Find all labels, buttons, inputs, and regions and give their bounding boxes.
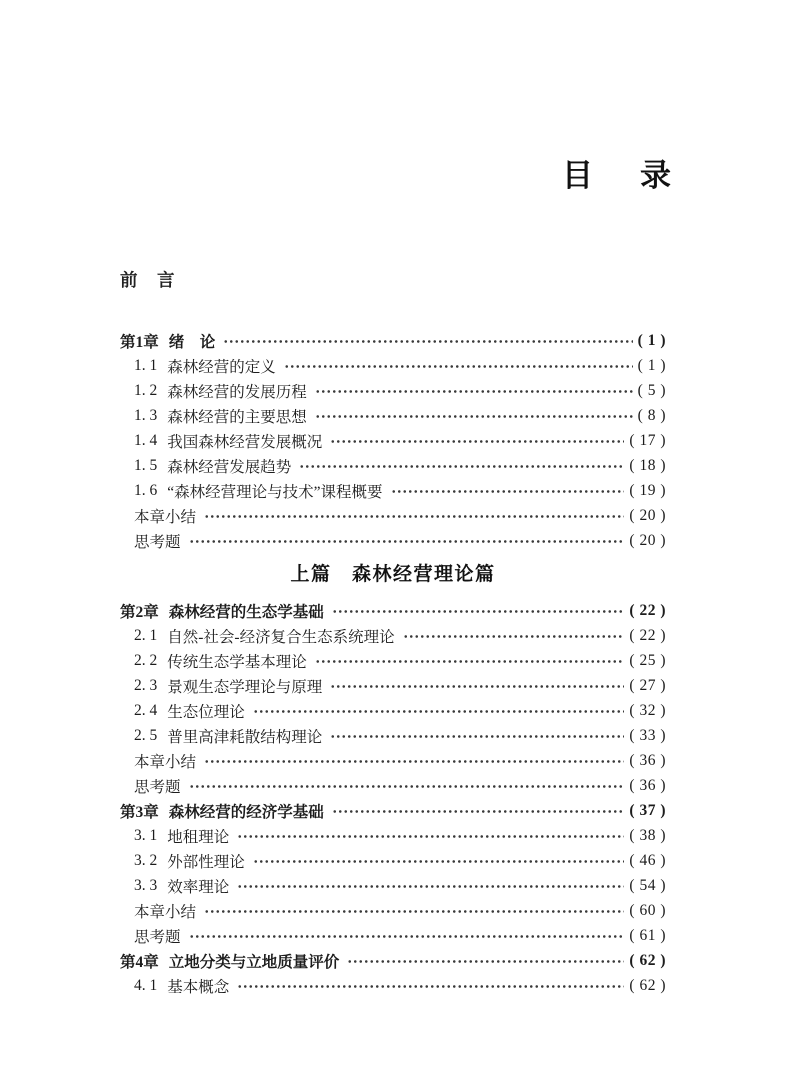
entry-title: 森林经营的发展历程	[167, 383, 307, 401]
entry-title: 地租理论	[167, 828, 230, 846]
dot-leader	[330, 729, 624, 744]
toc-row-section	[120, 848, 666, 873]
entry-title: 效率理论	[167, 878, 230, 896]
entry-page: ( 17 )	[629, 431, 666, 449]
entry-page: ( 60 )	[629, 901, 666, 919]
dot-leader	[237, 829, 624, 844]
dot-leader	[347, 954, 624, 969]
part-heading: 上篇 森林经营理论篇	[290, 564, 496, 585]
toc-row-section	[120, 403, 666, 428]
toc-row-chapter	[120, 328, 666, 353]
entry-number: 1. 1	[134, 356, 158, 374]
dot-leader	[237, 879, 624, 894]
toc-content	[120, 268, 666, 998]
entry-number: 1. 5	[134, 456, 158, 474]
dot-leader	[189, 779, 625, 794]
dot-leader	[204, 904, 624, 919]
entry-page: ( 19 )	[629, 481, 666, 499]
entry-page: ( 38 )	[629, 826, 666, 844]
toc-row-plain	[120, 898, 666, 923]
entry-title: 传统生态学基本理论	[167, 653, 307, 671]
entry-title: 自然-社会-经济复合生态系统理论	[167, 628, 395, 646]
dot-leader	[332, 804, 625, 819]
entry-page: ( 36 )	[629, 776, 666, 794]
entry-page: ( 8 )	[637, 406, 666, 424]
entry-number: 第4章	[120, 953, 159, 971]
entry-page: ( 27 )	[629, 676, 666, 694]
dot-leader	[315, 409, 633, 424]
entry-title: 森林经营的定义	[167, 358, 276, 376]
toc-row-section	[120, 478, 666, 503]
entry-title: 思考题	[134, 778, 181, 796]
entry-number: 2. 5	[134, 726, 158, 744]
dot-leader	[391, 484, 625, 499]
entry-page: ( 62 )	[629, 976, 666, 994]
entry-title: 森林经营发展趋势	[167, 458, 292, 476]
entry-title: 绪 论	[168, 333, 216, 351]
entry-title: 思考题	[134, 533, 181, 551]
entry-page: ( 32 )	[629, 701, 666, 719]
toc-row-section	[120, 873, 666, 898]
toc-row-section	[120, 353, 666, 378]
entry-title: 本章小结	[134, 903, 197, 921]
dot-leader	[332, 604, 625, 619]
entry-number: 2. 2	[134, 651, 158, 669]
dot-leader	[189, 929, 625, 944]
toc-row-section	[120, 648, 666, 673]
entry-number: 1. 2	[134, 381, 158, 399]
entry-title: 外部性理论	[167, 853, 245, 871]
toc-row-section	[120, 823, 666, 848]
toc-row-section	[120, 723, 666, 748]
dot-leader	[237, 979, 624, 994]
entry-page: ( 46 )	[629, 851, 666, 869]
entry-page: ( 20 )	[629, 531, 666, 549]
entry-page: ( 25 )	[629, 651, 666, 669]
entry-title: “森林经营理论与技术”课程概要	[167, 483, 383, 501]
entry-page: ( 1 )	[637, 331, 666, 349]
preface-heading: 前 言	[120, 270, 176, 290]
entry-page: ( 5 )	[637, 381, 666, 399]
entry-number: 第1章	[120, 333, 159, 351]
toc-row-plain	[120, 923, 666, 948]
toc-row-section	[120, 973, 666, 998]
dot-leader	[223, 334, 632, 349]
entry-number: 2. 1	[134, 626, 158, 644]
dot-leader	[315, 654, 625, 669]
toc-row-chapter	[120, 598, 666, 623]
entry-page: ( 36 )	[629, 751, 666, 769]
toc-row-chapter	[120, 948, 666, 973]
entry-page: ( 1 )	[637, 356, 666, 374]
entry-number: 3. 1	[134, 826, 158, 844]
toc-row-chapter	[120, 798, 666, 823]
entry-page: ( 62 )	[629, 951, 666, 969]
dot-leader	[204, 509, 624, 524]
entry-title: 本章小结	[134, 508, 197, 526]
toc-row-section	[120, 453, 666, 478]
toc-row-section	[120, 428, 666, 453]
entry-title: 基本概念	[167, 978, 230, 996]
entry-page: ( 37 )	[629, 801, 666, 819]
toc-row-section	[120, 378, 666, 403]
toc-row-plain	[120, 748, 666, 773]
entry-number: 第2章	[120, 603, 159, 621]
toc-row-section	[120, 673, 666, 698]
toc-row-section	[120, 623, 666, 648]
entry-number: 1. 3	[134, 406, 158, 424]
entry-page: ( 18 )	[629, 456, 666, 474]
entry-title: 生态位理论	[167, 703, 245, 721]
dot-leader	[403, 629, 625, 644]
dot-leader	[299, 459, 624, 474]
entry-number: 3. 2	[134, 851, 158, 869]
entry-title: 思考题	[134, 928, 181, 946]
entry-title: 森林经营的主要思想	[167, 408, 307, 426]
entry-title: 普里高津耗散结构理论	[167, 728, 323, 746]
entry-page: ( 22 )	[629, 601, 666, 619]
entry-number: 3. 3	[134, 876, 158, 894]
entry-title: 本章小结	[134, 753, 197, 771]
entry-number: 4. 1	[134, 976, 158, 994]
toc-list-part2	[120, 598, 666, 998]
toc-row-plain	[120, 773, 666, 798]
entry-number: 2. 3	[134, 676, 158, 694]
entry-page: ( 33 )	[629, 726, 666, 744]
entry-number: 2. 4	[134, 701, 158, 719]
dot-leader	[330, 434, 624, 449]
toc-row-section	[120, 698, 666, 723]
entry-title: 森林经营的经济学基础	[168, 803, 324, 821]
entry-title: 森林经营的生态学基础	[168, 603, 324, 621]
entry-title: 我国森林经营发展概况	[167, 433, 323, 451]
dot-leader	[253, 854, 625, 869]
entry-page: ( 61 )	[629, 926, 666, 944]
entry-title: 立地分类与立地质量评价	[168, 953, 340, 971]
entry-page: ( 20 )	[629, 506, 666, 524]
toc-list-part1	[120, 328, 666, 553]
entry-number: 1. 4	[134, 431, 158, 449]
entry-page: ( 22 )	[629, 626, 666, 644]
entry-page: ( 54 )	[629, 876, 666, 894]
page-title: 目 录	[562, 158, 679, 193]
entry-number: 1. 6	[134, 481, 158, 499]
entry-number: 第3章	[120, 803, 159, 821]
dot-leader	[330, 679, 624, 694]
dot-leader	[204, 754, 624, 769]
dot-leader	[284, 359, 633, 374]
dot-leader	[189, 534, 625, 549]
dot-leader	[315, 384, 633, 399]
entry-title: 景观生态学理论与原理	[167, 678, 323, 696]
toc-row-plain	[120, 528, 666, 553]
toc-row-plain	[120, 503, 666, 528]
dot-leader	[253, 704, 625, 719]
